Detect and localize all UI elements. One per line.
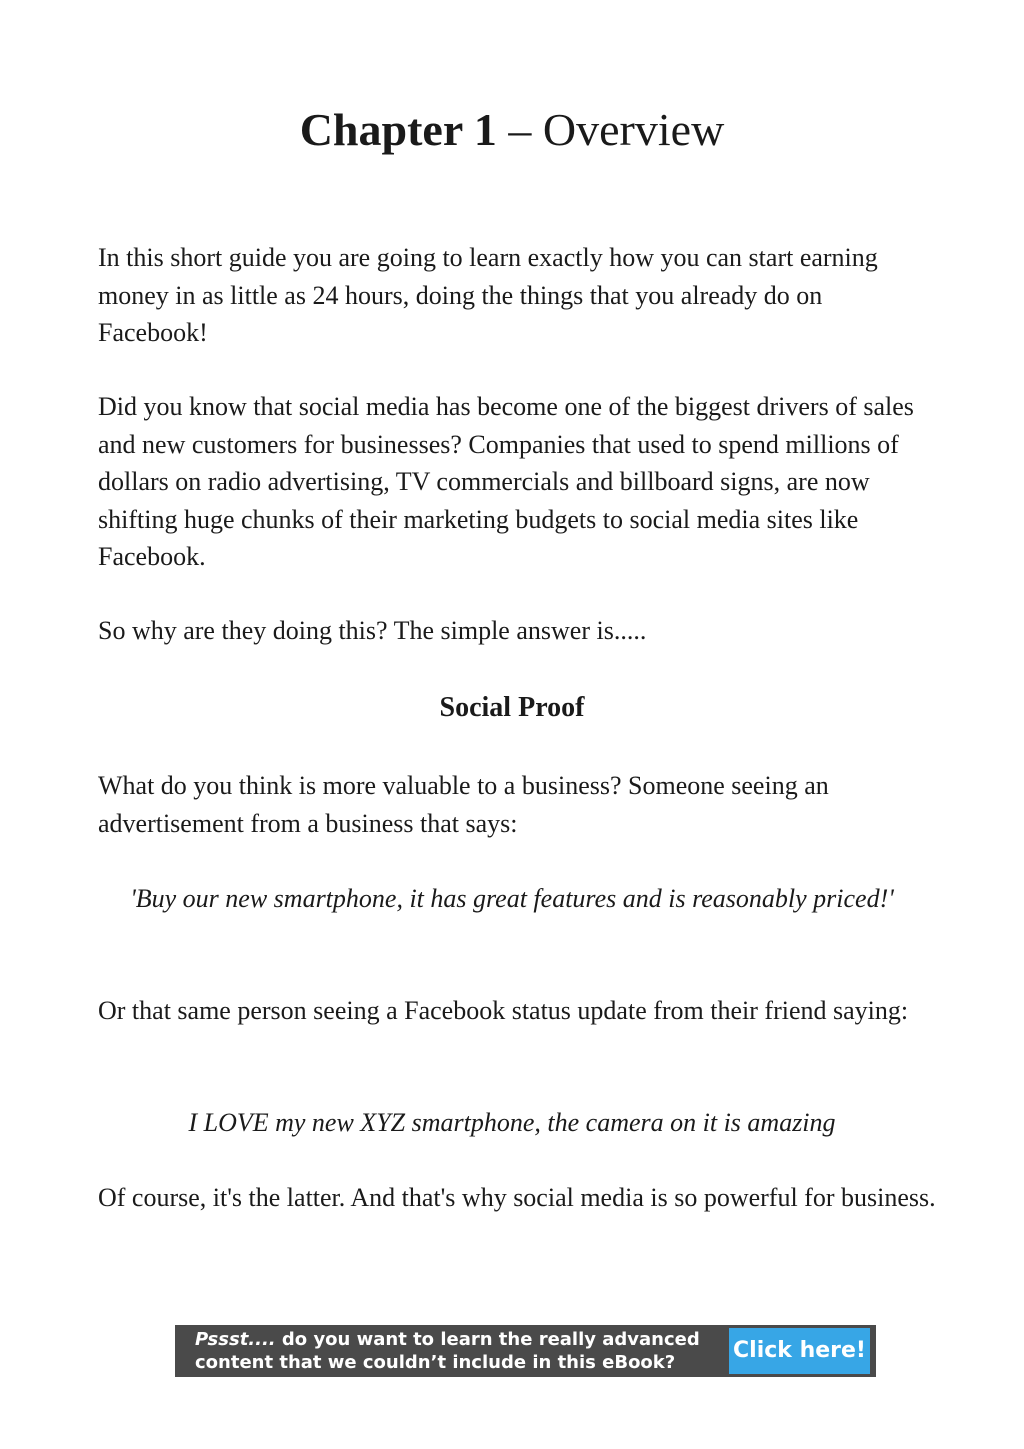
friend-paragraph: Or that same person seeing a Facebook status update from their friend saying:	[98, 996, 909, 1025]
chapter-number: Chapter 1	[299, 104, 497, 155]
banner-text	[195, 1328, 735, 1374]
intro-paragraph: In this short guide you are going to learn exactly how you can start earning money in as little as 24 hours, doing the things that you already do on Facebook!	[98, 243, 878, 347]
advanced-content-banner[interactable]	[175, 1325, 876, 1377]
social-media-paragraph: Did you know that social media has become one of the biggest drivers of sales and new customers for businesses? Companies that used to spend millions of dollars on radio advertising, TV commercials and billboard signs, are now shifting huge chunks of their marketing budgets to social media sites like Facebook.	[98, 392, 914, 571]
ad-quote: 'Buy our new smartphone, it has great features and is reasonably priced!'	[130, 884, 894, 913]
friend-quote: I LOVE my new XYZ smartphone, the camera on it is amazing	[188, 1108, 836, 1137]
section-heading: Social Proof	[439, 692, 585, 723]
click-here-button[interactable]: Click here!	[729, 1328, 870, 1374]
question-paragraph: What do you think is more valuable to a business? Someone seeing an advertisement from a business that says:	[98, 771, 829, 838]
why-paragraph: So why are they doing this? The simple answer is.....	[98, 616, 647, 645]
chapter-title	[0, 100, 1024, 160]
banner-message: do you want to learn the really advanced content that we couldn’t include in this eBook?	[195, 1329, 700, 1373]
banner-lead: Pssst....	[195, 1329, 276, 1350]
chapter-subtitle: – Overview	[496, 104, 725, 155]
conclusion-paragraph: Of course, it's the latter. And that's why social media is so powerful for business.	[98, 1183, 936, 1212]
